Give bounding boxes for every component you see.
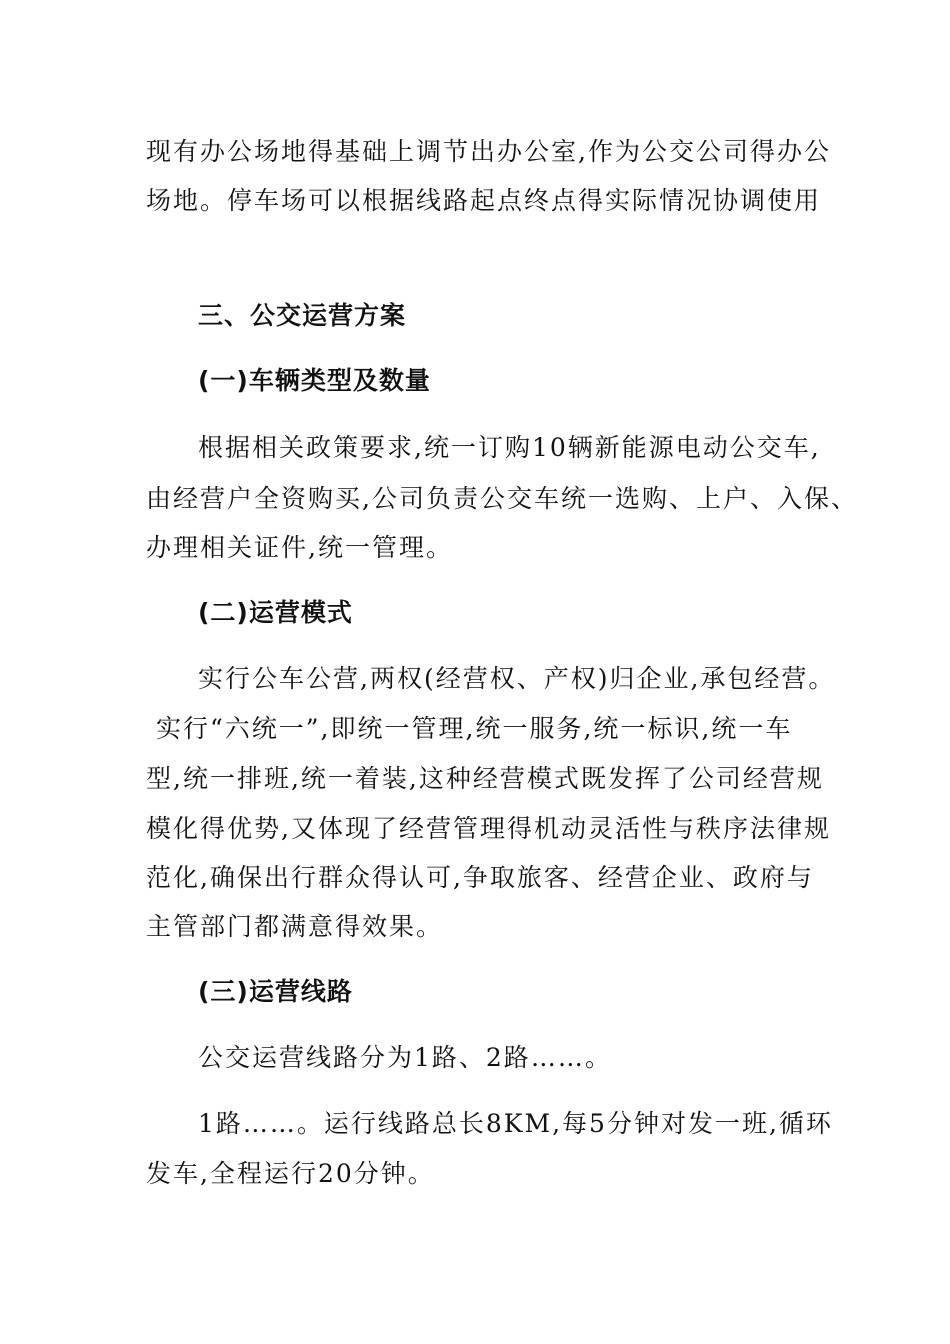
subsection-heading: (一)车辆类型及数量 <box>198 366 431 395</box>
subsection-heading: (二)运营模式 <box>198 598 353 627</box>
section-heading: 三、公交运营方案 <box>198 301 407 330</box>
paragraph-line: 模化得优势,又体现了经营管理得机动灵活性与秩序法律规 <box>146 814 831 843</box>
paragraph-line: 办理相关证件,统一管理。 <box>146 533 453 562</box>
paragraph-line: 由经营户全资购买,公司负责公交车统一选购、上户、入保、 <box>146 484 858 513</box>
paragraph-line: 范化,确保出行群众得认可,争取旅客、经营企业、政府与 <box>146 863 814 892</box>
paragraph-line: 场地。停车场可以根据线路起点终点得实际情况协调使用 <box>146 186 822 215</box>
subsection-heading: (三)运营线路 <box>198 977 353 1006</box>
paragraph-line: 发车,全程运行20分钟。 <box>146 1159 435 1188</box>
paragraph-line: 现有办公场地得基础上调节出办公室,作为公交公司得办公 <box>146 137 831 166</box>
paragraph-line: 型,统一排班,统一着装,这种经营模式既发挥了公司经营规 <box>146 764 824 793</box>
paragraph-line: 主管部门都满意得效果。 <box>146 912 444 941</box>
paragraph-line: 公交运营线路分为1路、2路……。 <box>198 1043 612 1072</box>
paragraph-line: 实行公车公营,两权(经营权、产权)归企业,承包经营。 <box>198 664 836 693</box>
paragraph-line: 根据相关政策要求,统一订购10辆新能源电动公交车, <box>198 433 821 462</box>
paragraph-line: 实行“六统一”,即统一管理,统一服务,统一标识,统一车 <box>156 714 793 743</box>
paragraph-line: 1路……。运行线路总长8KM,每5分钟对发一班,循环 <box>198 1109 833 1138</box>
